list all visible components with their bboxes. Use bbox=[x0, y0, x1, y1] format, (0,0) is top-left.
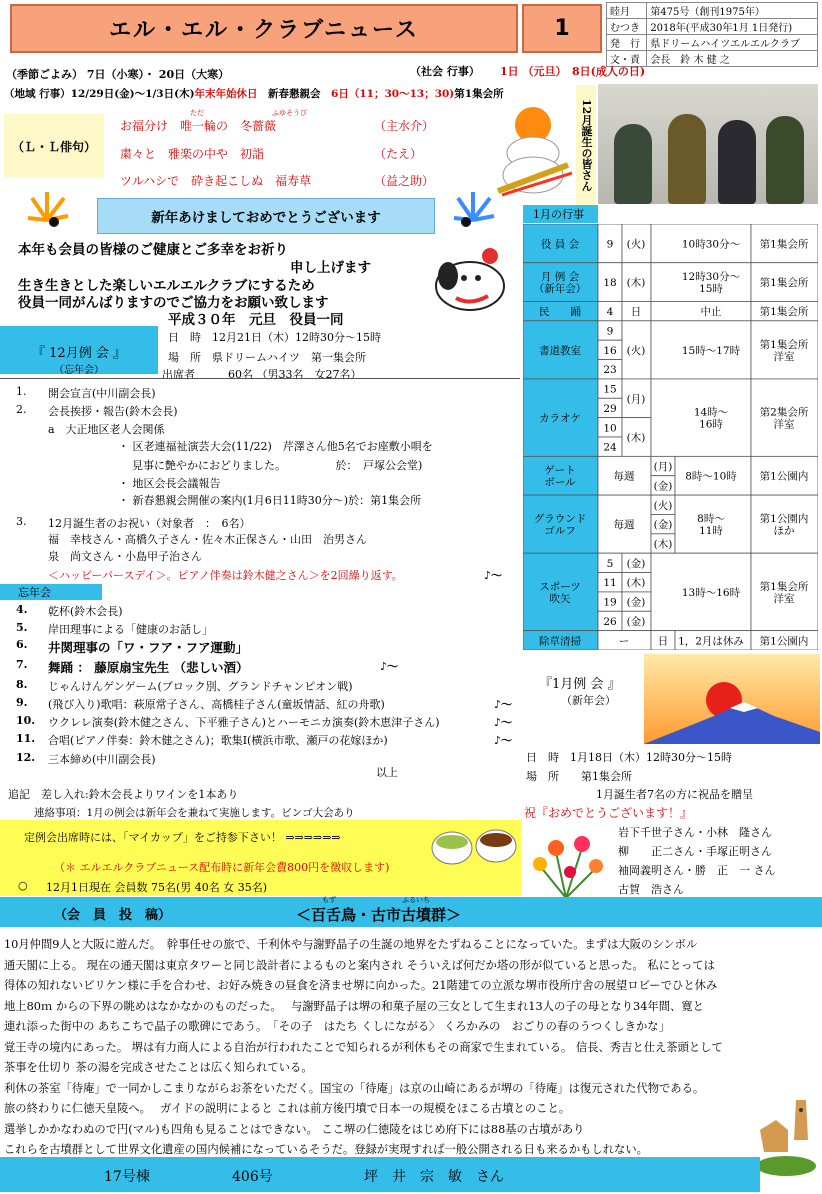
program-text: 舞踊 ： 藤原扇宝先生 （悲しい酒） bbox=[48, 660, 249, 675]
local-holiday: 年末年始休日 bbox=[194, 88, 258, 100]
kadomatsu-illustration bbox=[488, 95, 572, 199]
article-line: 得体の知れないビリケン様に手を合わせ、お好み焼きの昼食を済ませ堺に向かった。21階建ての立派な堺市役所庁舎の展望ロビーでひと休み bbox=[4, 979, 718, 992]
article-line: 通天閣に上る。 現在の通天閣は東京タワーと同じ設計者によるものと案内され そういえば何だか塔の形が似ていると思った。 私にとっては bbox=[4, 958, 715, 972]
calendar-weekday: (金) bbox=[653, 519, 673, 532]
article-label: （会 員 投 稿） bbox=[54, 908, 172, 923]
pub-value: 2018年(平成30年1月 1日発行) bbox=[647, 19, 818, 35]
birthday-caption: 12月誕生の皆さん bbox=[576, 85, 596, 205]
calendar-day: 5 bbox=[606, 557, 614, 570]
dec-meeting-title: 『 12月例 会 』 bbox=[32, 346, 126, 361]
divider bbox=[0, 378, 520, 379]
sunrise-fuji-illustration bbox=[644, 654, 820, 744]
local-party-place: 第1集会所 bbox=[454, 88, 504, 100]
fee-notice: （＊ エルエルクラブニュース配布時に新年会費800円を徴収します) bbox=[54, 861, 390, 874]
calendar-weekday: (金) bbox=[626, 615, 646, 628]
calendar-category: カラオケ bbox=[539, 412, 581, 425]
members-mark: ○ bbox=[18, 879, 28, 892]
season-calendar: （季節ごよみ） 7日（小寒）・ 20日（大寒） bbox=[6, 68, 230, 81]
author-name: 坪 井 宗 敏 さん bbox=[364, 1169, 504, 1185]
program-text: 12月誕生者のお祝い（対象者 ： 6名） bbox=[48, 517, 251, 530]
program-text: 岸田理事による「健康のお話し」 bbox=[48, 623, 213, 636]
calendar-weekday: (木) bbox=[626, 432, 646, 444]
dec-attend-label: 出席者 bbox=[162, 368, 195, 381]
greeting-line: 申し上げます bbox=[290, 260, 371, 276]
greeting-line: 生き生きとした楽しいエルエルクラブにするため bbox=[18, 278, 315, 294]
calendar-time: 13時～16時 bbox=[681, 586, 741, 599]
cup-notice: 定例会出席時には、「マイカップ」をご持参下さい！ ⇒⇒⇒⇒⇒⇒ bbox=[24, 831, 341, 844]
calendar-category: スポーツ bbox=[539, 580, 581, 593]
greeting-signature: 平成３０年 元旦 役員一同 bbox=[168, 312, 344, 328]
program-text: a 大正地区老人会関係 bbox=[48, 423, 165, 436]
program-number: 5. bbox=[16, 621, 28, 634]
calendar-time: 10時30分～ bbox=[681, 238, 741, 251]
calendar-weekday: (金) bbox=[653, 480, 673, 493]
haiku-author: （益之助） bbox=[374, 174, 435, 188]
calendar-weekday: (火) bbox=[626, 238, 646, 251]
calendar-place: 洋室 bbox=[773, 592, 795, 605]
notice: 連絡事項：1月の例会は新年会を兼ねて実施します。ビンゴ大会あり bbox=[34, 807, 355, 819]
jan-name: 岩下千世子さん・小林 隆さん bbox=[618, 826, 772, 839]
calendar-weekday: (月) bbox=[653, 461, 673, 474]
music-note-mark: ♪～ bbox=[494, 716, 513, 729]
jan-meeting-title: 『1月例 会 』 bbox=[539, 677, 621, 692]
calendar-day: 24 bbox=[603, 441, 617, 454]
pub-key: 睦月 bbox=[607, 3, 647, 19]
calendar-category: ゴルフ bbox=[544, 525, 576, 538]
publication-info bbox=[606, 2, 818, 67]
calendar-day: 10 bbox=[603, 422, 617, 435]
program-text: 福 幸枝さん・高橋久子さん・佐々木正保さん・山田 治男さん bbox=[48, 533, 367, 546]
calendar-day: 9 bbox=[606, 325, 614, 338]
calendar-day: 23 bbox=[603, 364, 617, 377]
calendar-weekday: (火) bbox=[653, 499, 673, 512]
haiku-author: （たえ） bbox=[374, 147, 423, 161]
program-text: 見事に艶やかにおどりました。 於： 戸塚公会堂) bbox=[132, 459, 423, 472]
calendar-place: 第1公園内 bbox=[759, 470, 809, 483]
calendar-place: 洋室 bbox=[773, 350, 795, 363]
haiku-ruby-2: ふゆそうび bbox=[272, 109, 307, 117]
dec-meeting-subtitle: （忘年会） bbox=[54, 365, 104, 376]
program-text: ウクレレ演奏(鈴木健之さん、下平雅子さん)とハーモニカ演奏(鈴木恵津子さん) bbox=[48, 716, 440, 729]
birthday-members-photo bbox=[598, 84, 818, 204]
calendar-place: 第2集会所 bbox=[759, 406, 809, 419]
calendar-day: ー bbox=[618, 635, 630, 648]
article-line: 利休の茶室「待庵」で一同かしこまりながらお茶をいただく。国宝の「待庵」は京の山崎にあるが堺の「待庵」は復元された代物である。 bbox=[4, 1081, 705, 1095]
events-calendar bbox=[523, 224, 818, 650]
program-text: ・ 区老連福祉演芸大会(11/22) 芹澤さん他5名でお座敷小唄を bbox=[118, 440, 433, 453]
greeting-banner: 新年あけましておめでとうございます bbox=[97, 198, 435, 234]
local-party-label: 新春懇親会 bbox=[268, 88, 321, 100]
program-number: 3. bbox=[16, 515, 27, 528]
haiku-line: ツルハシで 砕き起こしぬ 福寿草 bbox=[120, 174, 312, 188]
author-building: 17号棟 bbox=[104, 1169, 150, 1185]
calendar-place: 第1集会所 bbox=[759, 338, 809, 351]
haiku-ruby-1: ただ bbox=[190, 109, 204, 117]
calendar-place: 洋室 bbox=[773, 418, 795, 431]
article-line: 地上80ｍ からの下界の眺めはなかなかのものだった。 与謝野晶子は堺の和菓子屋の三女として生まれ13人の子の母となり34年間、寛と bbox=[4, 999, 704, 1013]
music-note-mark: ♪～ bbox=[494, 698, 513, 711]
calendar-weekday: (火) bbox=[626, 344, 646, 357]
tsuiki bbox=[8, 786, 238, 802]
calendar-place: ほか bbox=[773, 525, 795, 538]
calendar-category: 役 員 会 bbox=[540, 238, 580, 251]
jan-meeting-box bbox=[523, 651, 643, 747]
calendar-weekday: 日 bbox=[657, 635, 669, 648]
calendar-day: 26 bbox=[603, 615, 617, 628]
author-room: 406号 bbox=[232, 1169, 273, 1185]
jan-place-label: 場 所 bbox=[526, 770, 559, 783]
bonen-label: 忘年会 bbox=[0, 584, 102, 600]
calendar-day: 毎週 bbox=[613, 470, 635, 483]
dec-date-value: 12月21日（木）12時30分～15時 bbox=[212, 331, 381, 344]
program-number: 10. bbox=[16, 714, 36, 727]
calendar-category: 吹矢 bbox=[549, 592, 571, 605]
article-ruby-2: ふるいち bbox=[402, 896, 430, 904]
calendar-category: グラウンド bbox=[533, 513, 587, 526]
pub-key: むつき bbox=[607, 19, 647, 35]
calendar-day: 29 bbox=[603, 402, 617, 415]
dog-mascot-illustration bbox=[430, 242, 514, 318]
dec-date-label: 日 時 bbox=[168, 331, 201, 344]
dec-attend-value: 60名 （男33名 女27名） bbox=[228, 368, 362, 381]
haiku-author: （主水介） bbox=[374, 119, 435, 133]
calendar-time: 12時30分～ bbox=[681, 271, 741, 284]
calendar-place: 第1集会所 bbox=[759, 580, 809, 593]
program-number: 4. bbox=[16, 603, 28, 616]
dec-place-value: 県ドリームハイツ 第一集会所 bbox=[212, 351, 366, 364]
program-number: 7. bbox=[16, 658, 28, 671]
calendar-place: 第1公園内 bbox=[759, 635, 809, 648]
calendar-day: 18 bbox=[603, 277, 617, 290]
teacup-illustration bbox=[426, 812, 522, 872]
program-text: 合唱(ピアノ伴奏：鈴木健之さん)；歌集Ⅰ(横浜市歌、瀬戸の花嫁ほか) bbox=[48, 734, 388, 747]
social-events-label: （社会 行事） bbox=[410, 65, 480, 78]
program-text: (飛び入り)歌唱：萩原常子さん、高橋桂子さん(童坂情話、紅の舟歌) bbox=[48, 698, 385, 711]
dec-attendance bbox=[162, 366, 362, 382]
article-author-bar bbox=[0, 1157, 760, 1192]
calendar-category: ゲート bbox=[544, 464, 576, 477]
article-line: 茶事を仕切り 茶の湯を完成させたことは広く知られている。 bbox=[4, 1061, 313, 1074]
article-line: 覚王寺の境内にあった。 堺は有力商人による自治が行われたことで知られるが利休もその商家で生まれている。 信長、秀吉と仕え茶頭として bbox=[4, 1040, 723, 1054]
program-text: ＜ハッピーバースデイ＞。ピアノ伴奏は鈴木健之さん＞を2回繰り返す。 bbox=[48, 569, 403, 582]
program-text: 会長挨拶・報告(鈴木会長) bbox=[48, 405, 178, 418]
calendar-weekday: (木) bbox=[626, 277, 646, 290]
calendar-weekday: 日 bbox=[630, 306, 642, 319]
dec-meeting-box bbox=[0, 326, 158, 374]
jan-name: 柳 正二さん・手塚正明さん bbox=[618, 845, 772, 858]
fireworks-icon bbox=[24, 190, 70, 230]
newsletter-title: エル・エル・クラブニュース bbox=[10, 4, 518, 53]
calendar-day: 9 bbox=[606, 238, 614, 251]
greeting-line: 役員一同がんばりますのでご協力をお願い致します bbox=[18, 295, 329, 311]
local-events bbox=[4, 86, 504, 101]
article-line: 旅の終わりに仁徳天皇陵へ。 ガイドの説明によると これは前方後円墳で日本一の規模をほこる古墳とのこと。 bbox=[4, 1102, 571, 1115]
calendar-time: 15時～17時 bbox=[681, 344, 741, 357]
members-box bbox=[0, 876, 521, 896]
article-line: これらを古墳群として世界文化遺産の国内候補になっているそうだ。登録が実現すれば一般公開される日も来るかもしれない。 bbox=[4, 1143, 648, 1156]
pub-key: 発 行 bbox=[607, 35, 647, 51]
tsuiki-text: 差し入れ:鈴木会長よりワインを1本あり bbox=[41, 788, 239, 801]
local-party-time: 6日（11；30～13；30) bbox=[331, 88, 455, 100]
calendar-category: 除草清掃 bbox=[539, 635, 581, 648]
tsuiki-label: 追記 bbox=[8, 788, 30, 801]
program-text: じゃんけんゲンゲーム(ブロック別、グランドチャンピオン戦) bbox=[48, 680, 353, 693]
calendar-place: 第1集会所 bbox=[759, 277, 809, 290]
calendar-category: （新年会） bbox=[533, 283, 587, 296]
calendar-category: 書道教室 bbox=[539, 344, 581, 357]
pub-value: 県ドリームハイツエルエルクラブ bbox=[647, 35, 818, 51]
program-number: 8. bbox=[16, 678, 28, 691]
local-events-label: （地域 行事） bbox=[4, 88, 71, 100]
program-text: 乾杯(鈴木会長) bbox=[48, 605, 123, 618]
program-number: 12. bbox=[16, 751, 36, 764]
jan-date-label: 日 時 bbox=[526, 751, 559, 764]
music-note-mark: ♪～ bbox=[484, 569, 503, 582]
social-events: 1日 （元旦） 8日(成人の日) bbox=[500, 65, 646, 78]
program-text: 開会宣言(中川副会長) bbox=[48, 387, 156, 400]
calendar-day: 16 bbox=[603, 344, 617, 357]
fireworks-icon bbox=[450, 190, 496, 230]
calendar-weekday: (木) bbox=[626, 577, 646, 590]
program-text: ・ 新春懇親会開催の案内(1月6日11時30分～)於：第1集会所 bbox=[118, 494, 422, 507]
local-dates: 12/29日(金)～1/3日(木) bbox=[70, 88, 195, 100]
program-number: 9. bbox=[16, 696, 28, 709]
program-text: ・ 地区会長会議報告 bbox=[118, 477, 221, 490]
dec-date bbox=[168, 329, 381, 345]
music-note-mark: ♪～ bbox=[494, 734, 513, 747]
jan-name: 古賀 浩さん bbox=[618, 883, 684, 896]
jan-place bbox=[526, 768, 632, 784]
jan-date bbox=[526, 749, 732, 765]
article-line: 連れ添った街中の あちこちで晶子の歌碑にであう。 「その子 はたち くしにながる〉 くろかみの おごりの春のうつくしきかな」 bbox=[4, 1020, 670, 1033]
dec-place bbox=[168, 349, 366, 365]
calendar-category: ボール bbox=[544, 476, 576, 489]
greeting-line: 本年も会員の皆様のご健康とご多幸をお祈り bbox=[18, 242, 288, 258]
calendar-time: 1，2月は休み bbox=[678, 635, 744, 648]
calendar-weekday: (月) bbox=[626, 393, 646, 406]
calendar-time: 15時 bbox=[699, 283, 723, 296]
music-note-mark: ♪～ bbox=[380, 660, 399, 673]
program-text: 泉 尚文さん・小島甲子治さん bbox=[48, 550, 202, 563]
calendar-day: 毎週 bbox=[613, 519, 635, 532]
jan-celebrate: 祝『おめでとうございます！』 bbox=[524, 806, 693, 820]
calendar-day: 15 bbox=[603, 383, 617, 396]
pub-value: 第475号（創刊1975年） bbox=[647, 3, 818, 19]
calendar-day: 4 bbox=[606, 306, 614, 319]
calendar-place: 第1集会所 bbox=[759, 306, 809, 319]
program-text: 井関理事の「ワ・フア・フア運動」 bbox=[48, 640, 249, 655]
program-number: 11. bbox=[16, 732, 36, 745]
pub-value: 会長 鈴 木 健 之 bbox=[647, 51, 818, 67]
program-number: 6. bbox=[16, 638, 28, 651]
jan-name: 袖岡義明さん・勝 正 一 さん bbox=[618, 864, 776, 877]
calendar-time: 8時～10時 bbox=[685, 470, 737, 483]
calendar-category: 民 踊 bbox=[539, 306, 581, 319]
pub-key: 文・責 bbox=[607, 51, 647, 67]
haiku-line: お福分け 唯一輪の 冬薔薇 bbox=[120, 119, 277, 133]
calendar-weekday: (木) bbox=[653, 538, 673, 551]
program-number: 2. bbox=[16, 403, 27, 416]
jan-meeting-subtitle: （新年会） bbox=[561, 694, 616, 707]
members-count: 12月1日現在 会員数 75名(男 40名 女 35名) bbox=[46, 881, 268, 894]
calendar-day: 19 bbox=[603, 596, 617, 609]
article-title: ＜百舌鳥・古市古墳群＞ bbox=[296, 906, 462, 924]
calendar-place: 第1公園内 bbox=[759, 513, 809, 526]
flower-bouquet-illustration bbox=[526, 822, 612, 898]
ijou: 以上 bbox=[376, 766, 398, 779]
haiku-line: 粛々と 雅楽の中や 初詣 bbox=[120, 147, 265, 161]
calendar-title: 1月の行事 bbox=[523, 205, 598, 223]
calendar-time: 中止 bbox=[700, 306, 722, 319]
calendar-time: 8時～ bbox=[697, 513, 725, 526]
calendar-day: 11 bbox=[603, 577, 617, 590]
article-line: 選挙しかかなわぬので円(マル)も四角も見ることはできない。 ここ堺の仁徳陵をはじめ府下には88基の古墳があり bbox=[4, 1122, 585, 1136]
calendar-weekday: (金) bbox=[626, 557, 646, 570]
dec-place-label: 場 所 bbox=[168, 351, 201, 364]
haiku-label: （Ｌ・Ｌ俳句） bbox=[4, 114, 104, 178]
calendar-time: 11時 bbox=[699, 525, 723, 538]
issue-number: 1 bbox=[522, 4, 602, 53]
calendar-place: 第1集会所 bbox=[759, 238, 809, 251]
calendar-time: 14時～ bbox=[693, 406, 729, 419]
article-line: 10月仲間9人と大阪に遊んだ。 幹事任せの旅で、千利休や与謝野晶子の生誕の地界をたずねることになっていた。まずは大阪のシンボル bbox=[4, 938, 698, 951]
article-header bbox=[0, 897, 822, 927]
program-number: 1. bbox=[16, 385, 27, 398]
haniwa-illustration bbox=[754, 1090, 818, 1176]
jan-date-value: 1月18日（木）12時30分～15時 bbox=[570, 751, 732, 764]
calendar-time: 16時 bbox=[699, 418, 723, 431]
program-text: 三本締め(中川副会長) bbox=[48, 753, 156, 766]
calendar-weekday: (金) bbox=[626, 596, 646, 609]
article-ruby-1: もず bbox=[322, 896, 336, 904]
jan-place-value: 第1集会所 bbox=[581, 770, 632, 783]
jan-gift: 1月誕生者7名の方に祝品を贈呈 bbox=[596, 788, 753, 801]
calendar-category: 月 例 会 bbox=[540, 271, 580, 284]
